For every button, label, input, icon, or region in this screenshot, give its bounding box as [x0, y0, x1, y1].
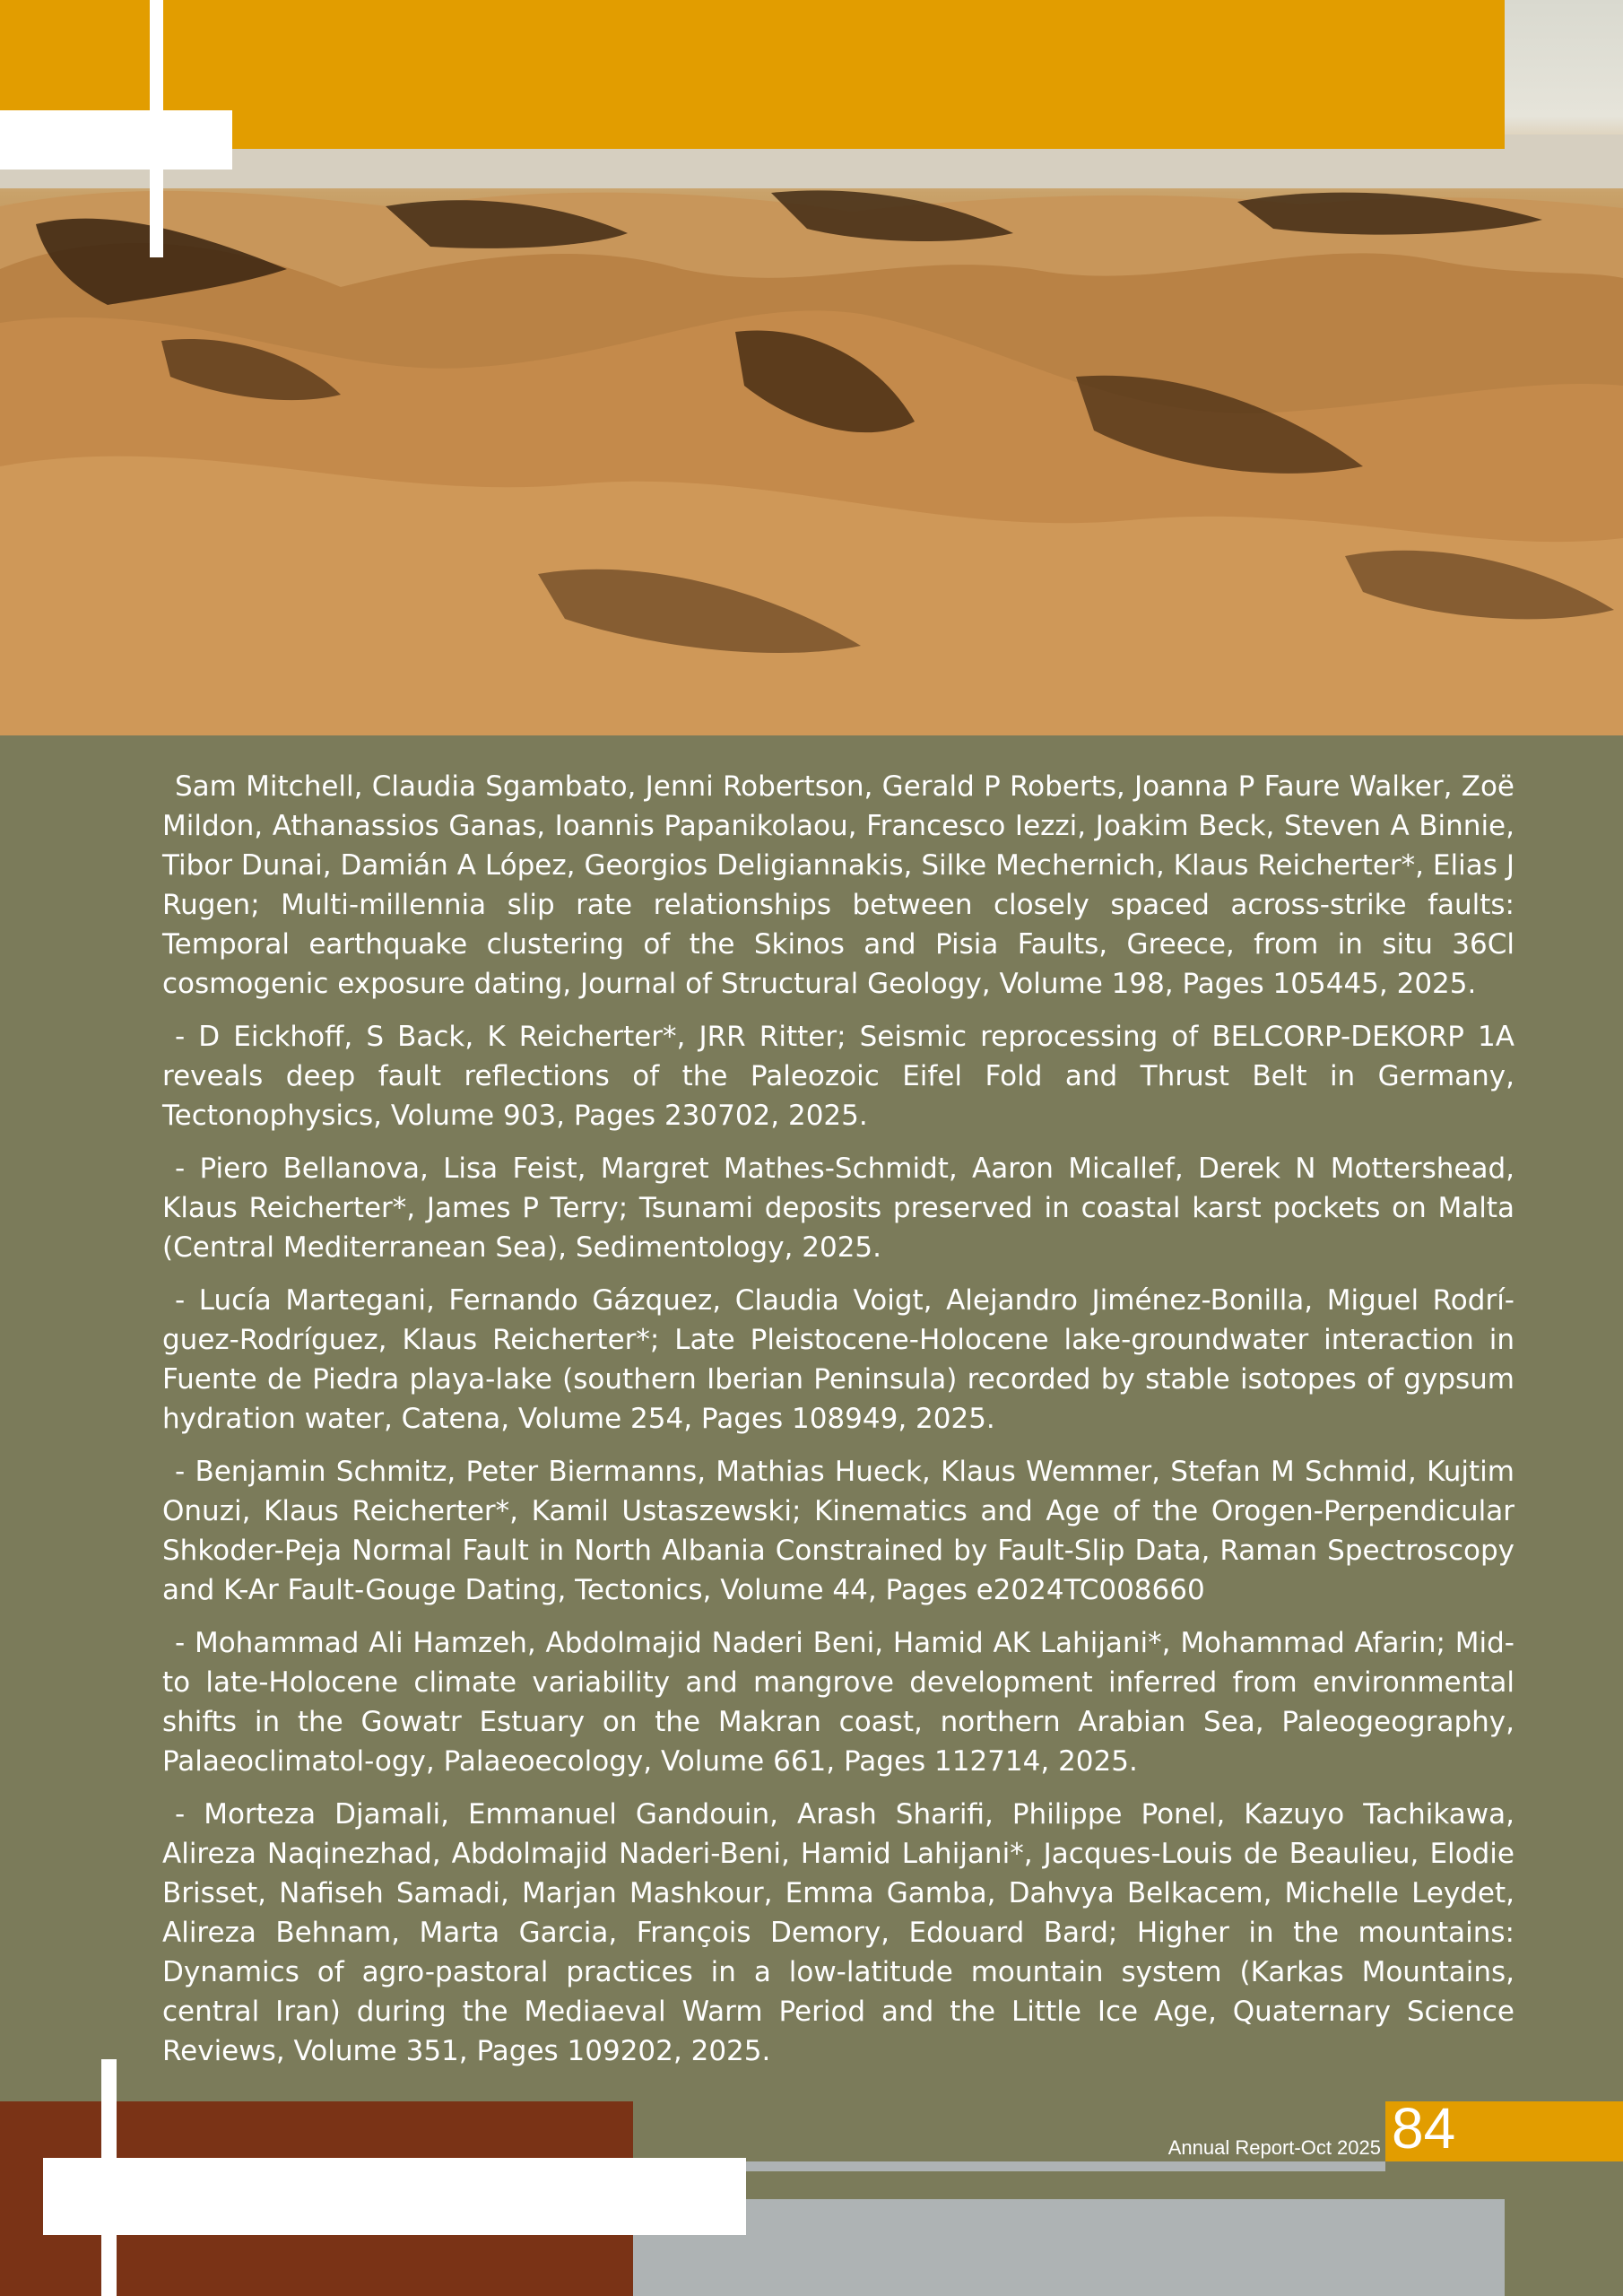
footer-white-line	[101, 2059, 117, 2296]
page-number: 84	[1392, 2096, 1456, 2161]
report-label: Annual Report-Oct 2025	[1167, 2136, 1381, 2159]
header-white-block	[0, 110, 232, 170]
footer-grey-strip	[746, 2161, 1385, 2171]
publication-list	[162, 767, 1515, 2084]
publication-entry: Sam Mitchell, Claudia Sgambato, Jenni Robertson, Gerald P Roberts, Joanna P Faure Walker, Zoë Mildon, Athanassios Ganas, Ioannis Papanikolaou, Francesco Iezzi, Joakim Beck, Steven A Binnie, Tibor Dunai, Damián A López, Georgios Deligiannakis, Silke Mechernich, Klaus Reicherter*, Elias J Rugen; Multi-millennia slip rate relationships between closely spaced across-strike faults: Temporal earthquake clustering of the Skinos and Pisia Faults, Greece, from in situ 36Cl cosmogenic exposure dating, Journal of Structural Geology, Volume 198, Pages 105445, 2025.	[162, 770, 1515, 1000]
publication-entry: - Morteza Djamali, Emmanuel Gandouin, Arash Sharifi, Philippe Ponel, Kazuyo Tachikawa, Alireza Naqinezhad, Abdolmajid Naderi-Beni, Hamid Lahijani*, Jacques-Louis de Beaulieu, Elodie Brisset, Nafiseh Samadi, Marjan Mashkour, Emma Gamba, Dahvya Belkacem, Michelle Leydet, Alireza Behnam, Marta Garcia, François Demory, Edouard Bard; Higher in the mountains: Dynamics of agro-pastoral practices in a low-latitude mountain system (Karkas Mountains, central Iran) during the Mediaeval Warm Period and the Little Ice Age, Quaternary Science Reviews, Volume 351, Pages 109202, 2025.	[162, 1798, 1515, 2067]
publication-entry: - D Eickhoff, S Back, K Reicherter*, JRR Ritter; Seismic reprocessing of BELCORP-DEKORP 1A reveals deep fault reflections of the Paleozoic Eifel Fold and Thrust Belt in Germany, Tectonophysics, Volume 903, Pages 230702, 2025.	[162, 1021, 1515, 1132]
publication-entry: - Piero Bellanova, Lisa Feist, Margret Mathes-Schmidt, Aaron Micallef, Derek N Mottershead, Klaus Reicherter*, James P Terry; Tsunami deposits preserved in coastal karst pockets on Malta (Central Mediterranean Sea), Sedimentology, 2025.	[162, 1152, 1515, 1264]
footer-grey-block	[633, 2199, 1505, 2296]
header-white-line	[150, 0, 163, 257]
publication-entry: - Lucía Martegani, Fernando Gázquez, Claudia Voigt, Alejandro Jiménez-Bonilla, Miguel Rodrí-guez-Rodríguez, Klaus Reicherter*; Late Pleistocene-Holocene lake-groundwater interaction in Fuente de Piedra playa-lake (southern Iberian Peninsula) recorded by stable isotopes of gypsum hydration water, Catena, Volume 254, Pages 108949, 2025.	[162, 1284, 1515, 1435]
publication-entry: - Benjamin Schmitz, Peter Biermanns, Mathias Hueck, Klaus Wemmer, Stefan M Schmid, Kujtim Onuzi, Klaus Reicherter*, Kamil Ustaszewski; Kinematics and Age of the Orogen-Perpendicular Shkoder-Peja Normal Fault in North Albania Constrained by Fault-Slip Data, Raman Spectroscopy and K-Ar Fault-Gouge Dating, Tectonics, Volume 44, Pages e2024TC008660	[162, 1456, 1515, 1606]
footer-white-bar	[43, 2158, 746, 2235]
publication-entry: - Mohammad Ali Hamzeh, Abdolmajid Naderi Beni, Hamid AK Lahijani*, Mohammad Afarin; Mid-to late-Holocene climate variability and mangrove development inferred from environmental shifts in the Gowatr Estuary on the Makran coast, northern Arabian Sea, Paleogeography, Palaeoclimatol-ogy, Palaeoecology, Volume 661, Pages 112714, 2025.	[162, 1627, 1515, 1778]
